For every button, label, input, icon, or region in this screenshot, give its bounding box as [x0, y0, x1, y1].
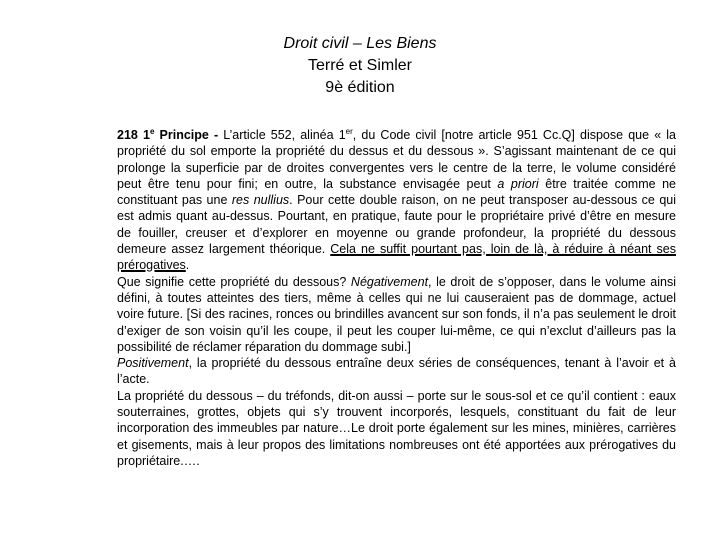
paragraph-principe: [44, 127, 676, 274]
paragraph-positivement: [44, 355, 676, 388]
section-number: [117, 128, 223, 142]
paragraph-trefonds: La propriété du dessous – du tréfonds, dit-on aussi – porte sur le sous-sol et ce qu’il contient : eaux souterraines, grottes, objets qui s’y trouvent incorporés, lesquels, constituant du fait de leur incorporation des immeubles par nature…Le droit porte également sur les mines, minières, carrières et gisements, mais à leur propos des limitations nombreuses ont été apportées aux prérogatives du propriétaire.….: [117, 388, 676, 468]
section-number-sup: e: [149, 126, 155, 136]
text-span: , la propriété du dessous entraîne deux séries de conséquences, tenant à l’avoir et à l’acte.: [117, 356, 676, 387]
italic-span: res nullius: [231, 193, 290, 208]
paragraph-negativement: [44, 274, 676, 355]
edition: 9è édition: [325, 79, 395, 96]
authors: Terré et Simler: [307, 57, 413, 74]
text-span: , du Code civil [notre article 951 Cc.Q] dispose que « la propriété du sol emporte la propriété du dessus et du dessous ». S’agissant maintenant de ce qui prolonge la superficie par de droites convergentes vers le centre de la terre, le volume considéré peut être tenu pour fini; en outre, la substance envisagée peut: [117, 128, 677, 191]
text-span: .: [185, 258, 190, 273]
body-text: [44, 127, 676, 469]
text-span: être traitée comme ne constituant pas une: [117, 176, 676, 208]
superscript: er: [345, 126, 353, 136]
text-span: L’article 552, alinéa 1: [223, 128, 346, 142]
text-span: . Pour cette double raison, on ne peut transposer au-dessous ce qui est admis quant au-dessus. Pourtant, en pratique, faute pour le propriétaire privé d’être en mesure de fouiller, creuser et d’explorer en moyenne ou grande profondeur, la propriété du dessous demeure assez largement théorique.: [117, 193, 677, 257]
italic-span: Positivement: [117, 356, 189, 371]
italic-span: Négativement: [350, 274, 429, 289]
document-title: Droit civil – Les Biens: [283, 35, 437, 52]
text-span: Que signifie cette propriété du dessous?: [117, 274, 351, 289]
section-heading: Principe -: [154, 128, 224, 142]
underlined-span: Cela ne suffit pourtant pas, loin de là, à réduire à néant ses prérogatives: [117, 242, 676, 273]
title-block: [0, 33, 720, 99]
section-number-text: 218 1: [117, 128, 150, 142]
text-span: , le droit de s’opposer, dans le volume ainsi défini, à toutes atteintes des tiers, même à celles qui ne lui causeraient pas de dommage, actuel voire future. [Si des racines, ronces ou brindilles avancent sur son fonds, il n’a pas seulement le droit d’exiger de son voisin qu’il les coupe, il peut les couper lui-même, ce qui n’exclut d’ailleurs pas la possibilité de réclamer réparation du dommage subi.]: [117, 274, 676, 354]
italic-span: a priori: [497, 176, 539, 191]
